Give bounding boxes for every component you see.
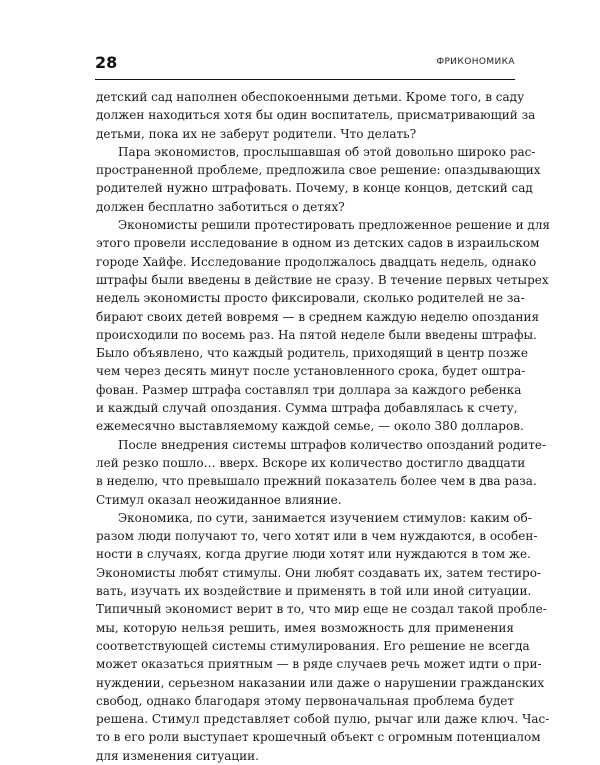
text-line: фован. Размер штрафа составлял три доллара за каждого ребенка: [96, 382, 522, 397]
text-line: то в его роли выступает крошечный объект с огромным потенциалом: [96, 730, 541, 745]
text-line: Экономисты решили протестировать предложенное решение и для: [118, 218, 551, 233]
text-line: Типичный экономист верит в то, что мир еще не создал такой пробле-: [96, 602, 547, 617]
paragraph-1: [96, 88, 536, 143]
text-line: Было объявлено, что каждый родитель, приходящий в центр позже: [96, 346, 528, 361]
text-line: Экономика, по сути, занимается изучением стимулов: каким об-: [118, 510, 532, 525]
text-line: и каждый случай опоздания. Сумма штрафа добавлялась к счету,: [96, 401, 518, 416]
text-line: соответствующей системы стимулирования. Его решение не всегда: [96, 638, 530, 653]
text-line: мы, которую нельзя решить, имея возможность для применения: [96, 620, 514, 635]
text-line: детский сад наполнен обеспокоенными детьми. Кроме того, в саду: [96, 90, 525, 104]
text-line: может оказаться приятным — в ряде случаев речь может идти о при-: [96, 657, 542, 672]
text-line: должен находиться хотя бы один воспитатель, присматривающий за: [96, 108, 536, 123]
text-line: вать, изучать их воздействие и применять в той или иной ситуации.: [96, 584, 532, 599]
text-line: чем через десять минут после установленного срока, будет оштра-: [96, 364, 526, 379]
body-text: [96, 88, 551, 765]
text-line: ежемесячно выставляемому каждой семье, — около 380 долларов.: [96, 419, 524, 434]
paragraph-2: [96, 143, 541, 216]
text-line: После внедрения системы штрафов количество опозданий родите-: [118, 437, 547, 452]
text-line: штрафы были введены в действие не сразу. В течение первых четырех: [96, 272, 549, 287]
page-number: 28: [95, 53, 118, 72]
text-line: происходили по восемь раз. На пятой неделе были введены штрафы.: [96, 327, 537, 342]
text-line: в неделю, что превышало прежний показатель более чем в два раза.: [96, 474, 537, 489]
running-head: ФРИКОНОМИКА: [436, 57, 515, 67]
text-line: городе Хайфе. Исследование продолжалось двадцать недель, однако: [96, 254, 537, 269]
text-line: недель экономисты просто фиксировали, сколько родителей не за-: [96, 291, 525, 306]
text-line: нуждении, серьезном наказании или даже о нарушении гражданских: [96, 675, 545, 690]
text-line: свобод, однако благодаря этому первоначальная проблема будет: [96, 693, 514, 708]
text-line: лей резко пошло… вверх. Вскоре их количество достигло двадцати: [96, 455, 526, 470]
text-line: для изменения ситуации.: [96, 748, 259, 763]
text-line: решена. Стимул представляет собой пулю, рычаг или даже ключ. Час-: [96, 712, 550, 727]
paragraph-3: [96, 216, 551, 436]
text-line: ности в случаях, когда другие люди хотят или нуждаются в том же.: [96, 547, 531, 562]
text-line: Стимул оказал неожиданное влияние.: [96, 492, 342, 507]
text-line: пространенной проблеме, предложила свое решение: опаздывающих: [96, 163, 541, 178]
text-line: бирают своих детей вовремя — в среднем каждую неделю опоздания: [96, 309, 540, 324]
paragraph-4: [96, 436, 547, 509]
page-header: [95, 55, 515, 80]
text-line: родителей нужно штрафовать. Почему, в конце концов, детский сад: [96, 181, 533, 196]
text-line: разом люди получают то, чего хотят или в чем нуждаются, в особен-: [96, 529, 538, 544]
text-line: этого провели исследование в одном из детских садов в израильском: [96, 236, 540, 251]
text-line: детьми, пока их не заберут родители. Что делать?: [96, 126, 417, 141]
paragraph-5: [96, 509, 550, 765]
text-line: Экономисты любят стимулы. Они любят создавать их, затем тестиро-: [96, 565, 541, 580]
text-line: должен бесплатно заботиться о детях?: [96, 199, 345, 214]
text-line: Пара экономистов, прослышавшая об этой довольно широко рас-: [118, 144, 536, 159]
